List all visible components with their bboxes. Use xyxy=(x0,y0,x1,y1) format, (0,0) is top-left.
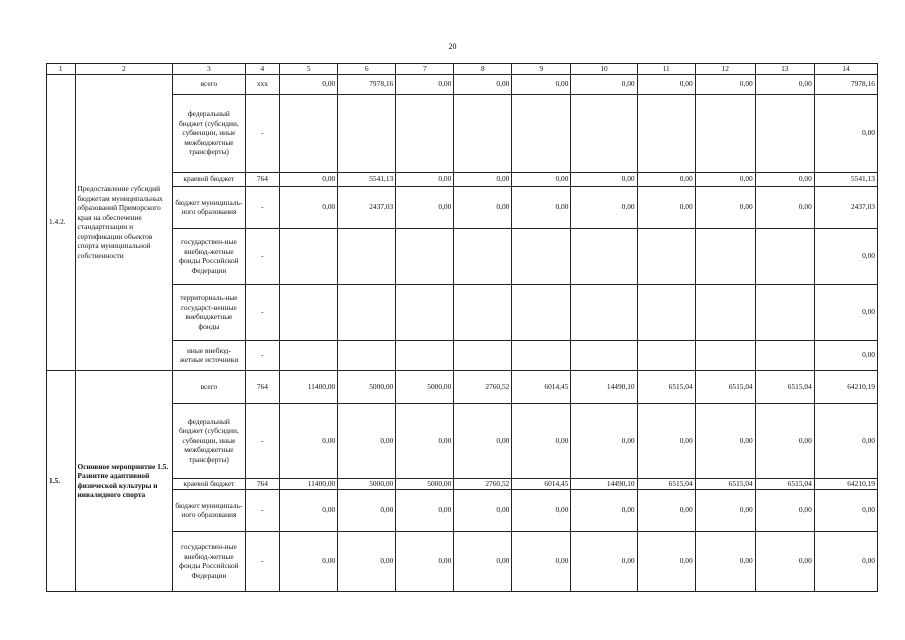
value-cell xyxy=(571,94,637,172)
value-cell: 0,00 xyxy=(512,74,571,94)
value-cell: 2760,52 xyxy=(454,370,512,403)
value-cell xyxy=(695,284,755,340)
value-cell xyxy=(280,340,338,370)
value-cell: 5000,00 xyxy=(396,370,454,403)
value-cell: 0,00 xyxy=(396,74,454,94)
header-cell: 5 xyxy=(280,64,338,75)
value-cell xyxy=(396,284,454,340)
value-cell: 0,00 xyxy=(755,403,814,478)
value-cell: 0,00 xyxy=(280,531,338,591)
value-cell: 0,00 xyxy=(338,403,396,478)
value-cell: 0,00 xyxy=(396,186,454,228)
value-cell xyxy=(454,94,512,172)
funding-table xyxy=(46,63,878,592)
value-cell xyxy=(637,284,695,340)
value-cell: 0,00 xyxy=(512,172,571,186)
value-cell xyxy=(571,284,637,340)
value-cell: 0,00 xyxy=(454,186,512,228)
header-cell: 2 xyxy=(75,64,173,75)
budget-code-cell: 764 xyxy=(245,172,280,186)
value-cell: 0,00 xyxy=(637,74,695,94)
value-cell xyxy=(695,228,755,284)
budget-code-cell: - xyxy=(245,340,280,370)
value-cell: 0,00 xyxy=(814,489,877,531)
budget-code-cell: - xyxy=(245,284,280,340)
value-cell: 14490,10 xyxy=(571,478,637,489)
value-cell: 0,00 xyxy=(512,403,571,478)
section-code: 1.4.2. xyxy=(47,74,76,370)
value-cell: 11400,00 xyxy=(280,478,338,489)
funding-source-label: всего xyxy=(173,74,245,94)
value-cell: 0,00 xyxy=(571,74,637,94)
funding-source-label: федеральный бюджет (субсидии, субвенции, иные межбюджетные трансферты) xyxy=(173,403,245,478)
header-row xyxy=(47,64,878,75)
section-name: Основное мероприятие 1.5. Развитие адаптивной физической культуры и инвалидного спорта xyxy=(75,370,173,591)
value-cell xyxy=(571,340,637,370)
value-cell: 6515,04 xyxy=(755,370,814,403)
funding-source-label: всего xyxy=(173,370,245,403)
value-cell xyxy=(637,94,695,172)
value-cell: 0,00 xyxy=(814,228,877,284)
value-cell: 0,00 xyxy=(814,403,877,478)
header-cell: 4 xyxy=(245,64,280,75)
value-cell: 0,00 xyxy=(280,403,338,478)
value-cell xyxy=(695,94,755,172)
value-cell: 0,00 xyxy=(755,172,814,186)
value-cell: 0,00 xyxy=(637,186,695,228)
value-cell xyxy=(512,94,571,172)
budget-code-cell: - xyxy=(245,186,280,228)
funding-source-label: территориаль-ные государст-венные внебюджетные фонды xyxy=(173,284,245,340)
funding-source-label: краевой бюджет xyxy=(173,172,245,186)
value-cell: 2437,03 xyxy=(814,186,877,228)
value-cell: 0,00 xyxy=(755,531,814,591)
value-cell: 0,00 xyxy=(695,172,755,186)
value-cell: 2760,52 xyxy=(454,478,512,489)
header-cell: 8 xyxy=(454,64,512,75)
value-cell: 0,00 xyxy=(695,531,755,591)
value-cell xyxy=(280,94,338,172)
page-number: 20 xyxy=(448,42,457,51)
value-cell xyxy=(280,228,338,284)
value-cell: 64210,19 xyxy=(814,478,877,489)
value-cell xyxy=(637,340,695,370)
value-cell: 5000,00 xyxy=(396,478,454,489)
value-cell xyxy=(280,284,338,340)
funding-source-label: краевой бюджет xyxy=(173,478,245,489)
header-cell: 13 xyxy=(755,64,814,75)
header-cell: 12 xyxy=(695,64,755,75)
value-cell: 0,00 xyxy=(637,531,695,591)
funding-source-label: бюджет муниципаль-ного образования xyxy=(173,186,245,228)
value-cell: 0,00 xyxy=(695,403,755,478)
value-cell: 5541,13 xyxy=(338,172,396,186)
value-cell xyxy=(571,228,637,284)
value-cell: 6515,04 xyxy=(695,478,755,489)
value-cell: 6515,04 xyxy=(637,370,695,403)
value-cell: 0,00 xyxy=(454,74,512,94)
value-cell xyxy=(755,228,814,284)
value-cell xyxy=(338,340,396,370)
value-cell xyxy=(512,228,571,284)
value-cell: 0,00 xyxy=(571,172,637,186)
header-cell: 7 xyxy=(396,64,454,75)
header-cell: 9 xyxy=(512,64,571,75)
funding-source-label: государствен-ные внебюд-жетные фонды Российской Федерации xyxy=(173,228,245,284)
value-cell xyxy=(512,284,571,340)
value-cell: 0,00 xyxy=(637,489,695,531)
value-cell: 0,00 xyxy=(338,489,396,531)
value-cell: 0,00 xyxy=(512,531,571,591)
value-cell: 0,00 xyxy=(695,74,755,94)
value-cell: 0,00 xyxy=(755,186,814,228)
budget-code-cell: ххх xyxy=(245,74,280,94)
value-cell: 2437,03 xyxy=(338,186,396,228)
value-cell: 0,00 xyxy=(396,489,454,531)
value-cell: 0,00 xyxy=(454,172,512,186)
budget-code-cell: - xyxy=(245,228,280,284)
value-cell xyxy=(755,94,814,172)
value-cell: 0,00 xyxy=(396,172,454,186)
value-cell xyxy=(338,228,396,284)
value-cell: 0,00 xyxy=(755,74,814,94)
value-cell xyxy=(338,284,396,340)
header-cell: 1 xyxy=(47,64,76,75)
budget-code-cell: - xyxy=(245,531,280,591)
value-cell: 0,00 xyxy=(512,186,571,228)
funding-source-label: бюджет муниципаль-ного образования xyxy=(173,489,245,531)
value-cell: 0,00 xyxy=(695,186,755,228)
value-cell xyxy=(755,340,814,370)
value-cell: 0,00 xyxy=(454,403,512,478)
header-cell: 11 xyxy=(637,64,695,75)
value-cell: 0,00 xyxy=(814,284,877,340)
value-cell xyxy=(454,284,512,340)
value-cell: 14490,10 xyxy=(571,370,637,403)
budget-code-cell: 764 xyxy=(245,370,280,403)
value-cell: 6515,04 xyxy=(637,478,695,489)
value-cell: 5000,00 xyxy=(338,370,396,403)
budget-code-cell: - xyxy=(245,403,280,478)
value-cell: 6014,45 xyxy=(512,370,571,403)
value-cell: 0,00 xyxy=(454,531,512,591)
header-cell: 10 xyxy=(571,64,637,75)
value-cell: 0,00 xyxy=(571,186,637,228)
value-cell xyxy=(396,94,454,172)
header-cell: 3 xyxy=(173,64,245,75)
section-code: 1.5. xyxy=(47,370,76,591)
value-cell: 0,00 xyxy=(637,172,695,186)
value-cell xyxy=(396,340,454,370)
funding-source-label: федеральный бюджет (субсидии, субвенции, иные межбюджетные трансферты) xyxy=(173,94,245,172)
value-cell: 7978,16 xyxy=(814,74,877,94)
value-cell xyxy=(454,228,512,284)
value-cell: 0,00 xyxy=(571,403,637,478)
value-cell: 5541,13 xyxy=(814,172,877,186)
header-cell: 6 xyxy=(338,64,396,75)
value-cell: 0,00 xyxy=(396,531,454,591)
budget-code-cell: - xyxy=(245,489,280,531)
value-cell: 0,00 xyxy=(338,531,396,591)
value-cell: 7978,16 xyxy=(338,74,396,94)
value-cell xyxy=(454,340,512,370)
value-cell: 0,00 xyxy=(396,403,454,478)
value-cell xyxy=(637,228,695,284)
value-cell: 11400,00 xyxy=(280,370,338,403)
value-cell: 0,00 xyxy=(280,172,338,186)
value-cell: 0,00 xyxy=(814,340,877,370)
value-cell xyxy=(396,228,454,284)
value-cell: 6515,04 xyxy=(755,478,814,489)
table-row xyxy=(47,74,878,94)
value-cell: 0,00 xyxy=(637,403,695,478)
table-row xyxy=(47,370,878,403)
value-cell: 0,00 xyxy=(814,531,877,591)
value-cell: 64210,19 xyxy=(814,370,877,403)
value-cell xyxy=(338,94,396,172)
header-cell: 14 xyxy=(814,64,877,75)
value-cell: 0,00 xyxy=(814,94,877,172)
value-cell: 0,00 xyxy=(280,489,338,531)
value-cell: 0,00 xyxy=(512,489,571,531)
value-cell: 6014,45 xyxy=(512,478,571,489)
value-cell: 5000,00 xyxy=(338,478,396,489)
funding-source-label: иные внебюд-жетные источники xyxy=(173,340,245,370)
funding-source-label: государствен-ные внебюд-жетные фонды Российской Федерации xyxy=(173,531,245,591)
value-cell: 0,00 xyxy=(571,489,637,531)
value-cell: 0,00 xyxy=(695,489,755,531)
value-cell xyxy=(512,340,571,370)
value-cell: 0,00 xyxy=(454,489,512,531)
section-name: Предоставление субсидий бюджетам муниципальных образований Приморского края на обеспечение стандартизации и сертификации объектов спорта муниципальной собственности xyxy=(75,74,173,370)
value-cell xyxy=(695,340,755,370)
value-cell: 0,00 xyxy=(571,531,637,591)
value-cell: 6515,04 xyxy=(695,370,755,403)
budget-code-cell: - xyxy=(245,94,280,172)
value-cell xyxy=(755,284,814,340)
value-cell: 0,00 xyxy=(755,489,814,531)
value-cell: 0,00 xyxy=(280,74,338,94)
budget-code-cell: 764 xyxy=(245,478,280,489)
value-cell: 0,00 xyxy=(280,186,338,228)
